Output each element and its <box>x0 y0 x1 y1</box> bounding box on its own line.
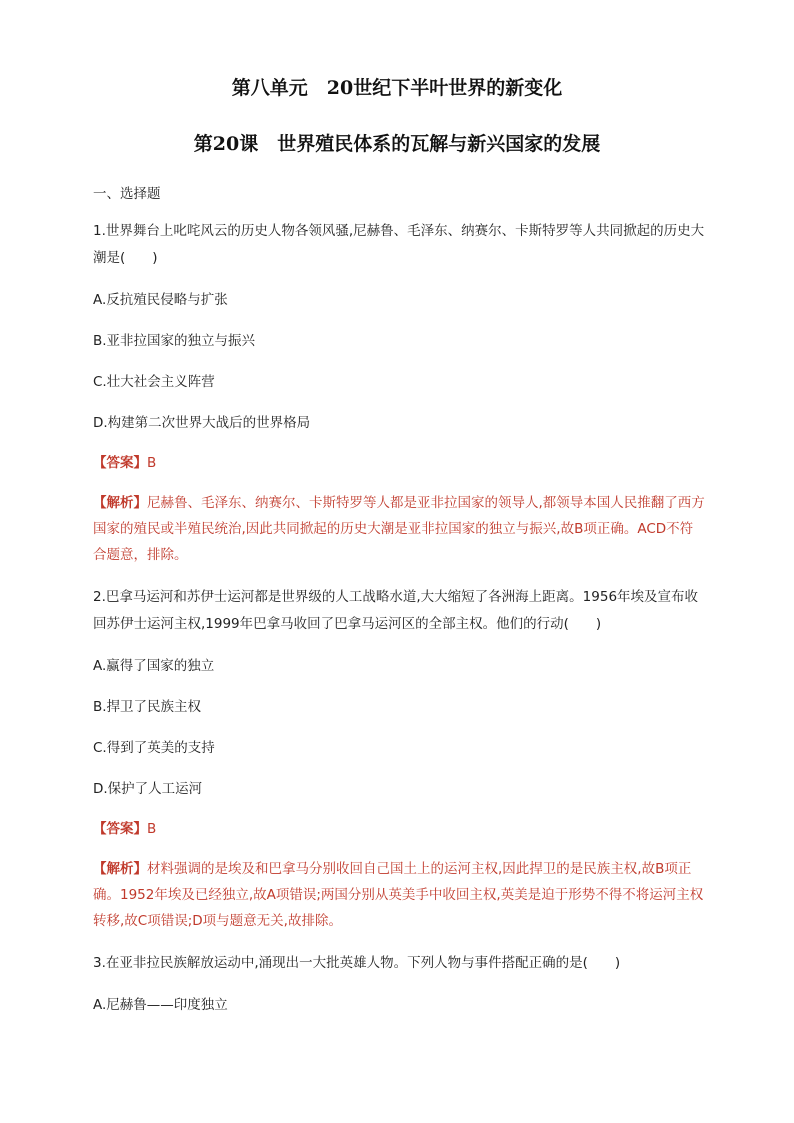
question-1-option-d: D.构建第二次世界大战后的世界格局 <box>93 415 311 431</box>
analysis-tag: 【解析】 <box>93 495 147 511</box>
question-2-stem: 2.巴拿马运河和苏伊士运河都是世界级的人工战略水道,大大缩短了各洲海上距离。1956年埃及宣布收回苏伊士运河主权,1999年巴拿马收回了巴拿马运河区的全部主权。他们的行动( ) <box>93 589 699 632</box>
answer-value: B <box>147 455 157 471</box>
question-1-analysis <box>93 490 705 568</box>
question-1-stem: 1.世界舞台上叱咤风云的历史人物各领风骚,尼赫鲁、毛泽东、纳赛尔、卡斯特罗等人共同掀起的历史大潮是( ) <box>93 223 705 266</box>
question-2-option-d: D.保护了人工运河 <box>93 781 203 797</box>
question-3-stem: 3.在亚非拉民族解放运动中,涌现出一大批英雄人物。下列人物与事件搭配正确的是( ) <box>93 955 621 971</box>
analysis-text: 尼赫鲁、毛泽东、纳赛尔、卡斯特罗等人都是亚非拉国家的领导人,都领导本国人民推翻了西方国家的殖民或半殖民统治,因此共同掀起的历史大潮是亚非拉国家的独立与振兴,故B项正确。ACD不符合题意，排除。 <box>93 495 705 563</box>
question-2-answer <box>93 819 156 839</box>
answer-value: B <box>147 821 157 837</box>
answer-tag: 【答案】 <box>93 821 147 837</box>
question-3-option-a: A.尼赫鲁——印度独立 <box>93 997 228 1013</box>
answer-tag: 【答案】 <box>93 455 147 471</box>
question-2-analysis <box>93 856 705 934</box>
question-1-option-b: B.亚非拉国家的独立与振兴 <box>93 333 256 349</box>
analysis-tag: 【解析】 <box>93 861 147 877</box>
analysis-text: 材料强调的是埃及和巴拿马分别收回自己国土上的运河主权,因此捍卫的是民族主权,故B项正确。1952年埃及已经独立,故A项错误;两国分别从英美手中收回主权,英美是迫于形势不得不将运河主权转移,故C项错误;D项与题意无关,故排除。 <box>93 861 704 929</box>
section-heading: 一、选择题 <box>93 186 161 202</box>
lesson-title: 第20课 世界殖民体系的瓦解与新兴国家的发展 <box>193 133 601 155</box>
question-2-option-a: A.赢得了国家的独立 <box>93 658 215 674</box>
unit-title: 第八单元 20世纪下半叶世界的新变化 <box>231 77 563 99</box>
question-2-option-c: C.得到了英美的支持 <box>93 740 215 756</box>
question-1-option-a: A.反抗殖民侵略与扩张 <box>93 292 228 308</box>
question-2-option-b: B.捍卫了民族主权 <box>93 699 202 715</box>
question-1-option-c: C.壮大社会主义阵营 <box>93 374 215 390</box>
question-1-answer <box>93 453 156 473</box>
